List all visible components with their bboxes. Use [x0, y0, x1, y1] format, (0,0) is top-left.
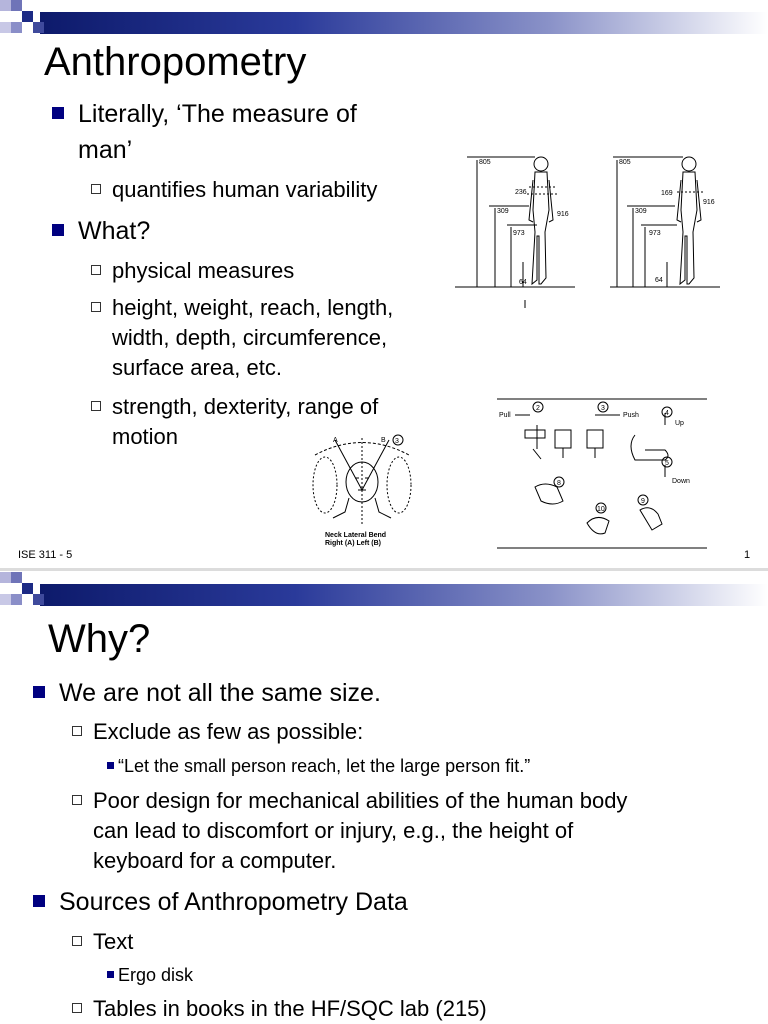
header-decor-square	[11, 594, 22, 605]
header-gradient-bar	[40, 12, 768, 34]
bullet-line: man’	[78, 136, 133, 164]
neck-number: 3	[395, 438, 399, 445]
bullet-line: surface area, etc.	[112, 355, 282, 380]
hand-label-up: Up	[675, 420, 684, 427]
header-decor-square	[33, 22, 44, 33]
hand-number: 5	[665, 460, 669, 467]
dim-label: 64	[519, 279, 527, 286]
dim-label: 916	[557, 211, 569, 218]
neck-bend-figure	[305, 430, 420, 550]
sub-bullet-physical: physical measures	[112, 256, 294, 286]
neck-caption: Right (A) Left (B)	[325, 540, 381, 547]
header-decor-square	[11, 572, 22, 583]
bullet-line: keyboard for a computer.	[93, 848, 337, 873]
bullet-line: width, depth, circumference,	[112, 325, 388, 350]
hand-number: 9	[641, 498, 645, 505]
slide-title: Why?	[48, 617, 151, 661]
bullet-line: motion	[112, 424, 179, 449]
bullet-line: Poor design for mechanical abilities of the human body	[93, 788, 628, 813]
hand-label-down: Down	[672, 478, 690, 485]
hand-label-pull: Pull	[499, 412, 511, 419]
header-decor-square	[0, 572, 11, 583]
header-gradient-bar	[40, 584, 768, 606]
sub-bullet-poor-design	[93, 786, 627, 876]
body-dimensions-figure	[455, 150, 725, 310]
header-decor-square	[0, 0, 11, 11]
dim-label: 805	[619, 159, 631, 166]
header-decor-square	[11, 0, 22, 11]
hand-number: 3	[601, 405, 605, 412]
header-decor-square	[0, 594, 11, 605]
dim-label: 309	[635, 208, 647, 215]
header-decor-square	[11, 22, 22, 33]
bullet-literally	[78, 96, 357, 168]
dim-label: 805	[479, 159, 491, 166]
hand-forces-figure	[495, 395, 710, 555]
sub-sub-bullet-ergo-disk: Ergo disk	[118, 965, 194, 985]
dim-label: 309	[497, 208, 509, 215]
bullet-line: strength, dexterity, range of	[112, 394, 379, 419]
neck-label-a: A	[333, 437, 338, 444]
sub-bullet-height	[112, 293, 393, 383]
dim-label: 973	[513, 230, 525, 237]
header-decor-square	[22, 11, 33, 22]
footer-course: ISE 311 - 5	[18, 549, 73, 561]
sub-bullet-exclude: Exclude as few as possible:	[93, 717, 363, 747]
dim-label: 973	[649, 230, 661, 237]
sub-bullet-quantifies: quantifies human variability	[112, 175, 377, 205]
header-decor-square	[0, 22, 11, 33]
header-decor-square	[33, 594, 44, 605]
bullet-what: What?	[78, 213, 150, 249]
hand-number: 2	[536, 405, 540, 412]
quote-small-person: “Let the small person reach, let the large person fit.”	[118, 756, 531, 776]
sub-bullet-tables: Tables in books in the HF/SQC lab (215)	[93, 994, 487, 1024]
slide-separator	[0, 568, 768, 571]
hand-number: 4	[665, 410, 669, 417]
dim-label: 916	[703, 199, 715, 206]
bullet-line: Literally, ‘The measure of	[78, 100, 357, 128]
bullet-sources: Sources of Anthropometry Data	[59, 884, 408, 920]
dim-label: 64	[655, 277, 663, 284]
bullet-line: can lead to discomfort or injury, e.g., the height of	[93, 818, 574, 843]
bullet-same-size: We are not all the same size.	[59, 675, 381, 711]
dim-label: 169	[661, 190, 673, 197]
footer-page-number: 1	[744, 549, 751, 561]
neck-caption: Neck Lateral Bend	[325, 532, 387, 539]
dim-label: 236	[515, 189, 527, 196]
neck-label-b: B	[381, 437, 386, 444]
bullet-line: height, weight, reach, length,	[112, 295, 394, 320]
hand-label-push: Push	[623, 412, 639, 419]
slide-title: Anthropometry	[44, 40, 307, 84]
slide-2	[0, 572, 768, 1024]
header-decor-square	[22, 583, 33, 594]
hand-number: 8	[557, 480, 561, 487]
hand-number: 10	[597, 506, 605, 513]
sub-bullet-text: Text	[93, 927, 133, 957]
